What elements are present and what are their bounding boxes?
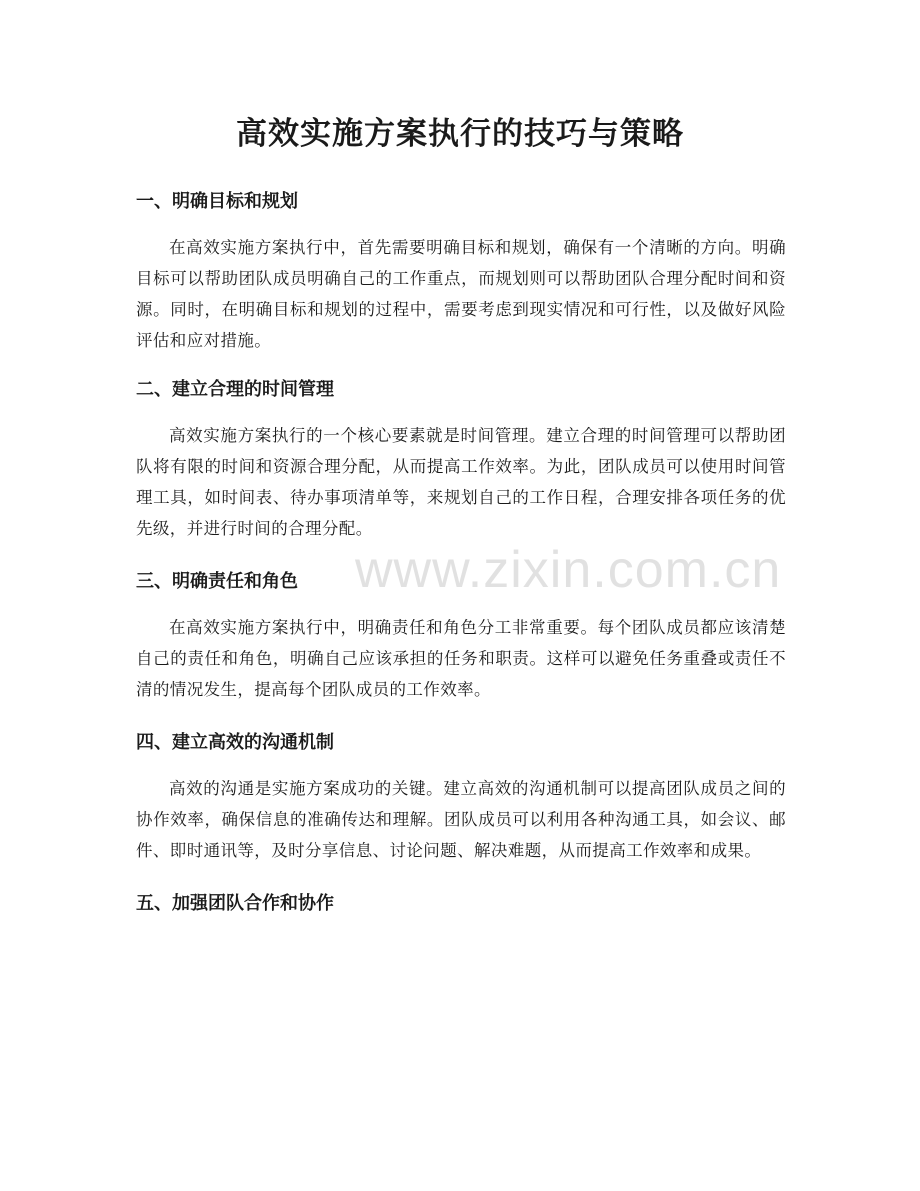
document-body [136,188,786,942]
section-1 [136,188,786,356]
section-5 [136,890,786,918]
section-paragraph: 在高效实施方案执行中，首先需要明确目标和规划，确保有一个清晰的方向。明确目标可以帮助团队成员明确自己的工作重点，而规划则可以帮助团队合理分配时间和资源。同时，在明确目标和规划的过程中，需要考虑到现实情况和可行性，以及做好风险评估和应对措施。 [136,238,786,350]
section-4 [136,729,786,866]
section-paragraph: 高效实施方案执行的一个核心要素就是时间管理。建立合理的时间管理可以帮助团队将有限的时间和资源合理分配，从而提高工作效率。为此，团队成员可以使用时间管理工具，如时间表、待办事项清单等，来规划自己的工作日程，合理安排各项任务的优先级，并进行时间的合理分配。 [136,426,786,538]
watermark-text: www.zixin.com.cn [355,541,782,599]
page-title: 高效实施方案执行的技巧与策略 [236,116,684,152]
section-heading: 二、建立合理的时间管理 [136,379,334,400]
section-paragraph: 高效的沟通是实施方案成功的关键。建立高效的沟通机制可以提高团队成员之间的协作效率，确保信息的准确传达和理解。团队成员可以利用各种沟通工具，如会议、邮件、即时通讯等，及时分享信息、讨论问题、解决难题，从而提高工作效率和成果。 [136,779,786,860]
section-3 [136,568,786,705]
section-heading: 五、加强团队合作和协作 [136,893,334,914]
section-heading: 一、明确目标和规划 [136,191,298,212]
section-2 [136,376,786,544]
section-paragraph: 在高效实施方案执行中，明确责任和角色分工非常重要。每个团队成员都应该清楚自己的责任和角色，明确自己应该承担的任务和职责。这样可以避免任务重叠或责任不清的情况发生，提高每个团队成员的工作效率。 [136,618,786,699]
section-heading: 四、建立高效的沟通机制 [136,732,334,753]
section-heading: 三、明确责任和角色 [136,571,298,592]
